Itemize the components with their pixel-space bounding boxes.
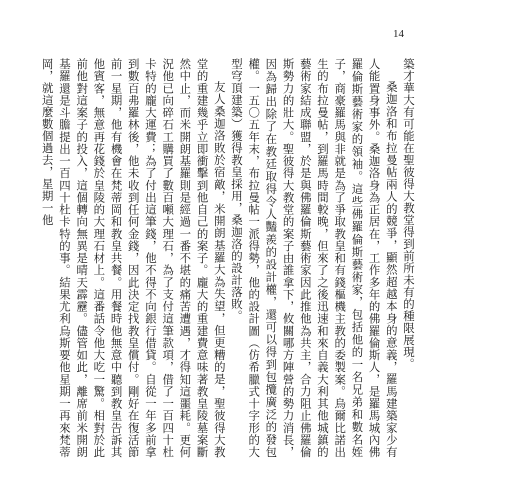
vertical-text-body <box>40 58 417 458</box>
paragraph-continued: 築才華大有可能在聖彼得大教堂得到前所未有的種限展現。 <box>402 58 416 370</box>
page-number: 14 <box>393 28 404 40</box>
paragraph: 友人桑迦洛敗於宿敵，米開朗基羅大為失望，但更糟的是，聖彼得大教堂的重建幾乎立即衝擊到他自己的案子。龐大的重建費意味著教皇陵墓案斷然中止，而米開朗基羅則是經過一番不堪的痛苦遭遇，才得知這噩耗。更何況他已向碎石工購買了數百噸大理石，為了支付這筆款項，借了一百四十杜卡特的龐大運費；為了付出這筆錢，他不得不向銀行借貸。自從一年多前拿到數百弗羅林後，他未收到任何金錢，因此決定找教皇償付。剛好在復活節前一星期，他有機會在梵蒂岡和教皇共餐。用餐時他無意中聽到教皇告訴其他賓客，無意再花錢於皇陵的大理石材上。這番話令他大吃一驚。相對於此前他對這案子的投入，這個轉向無異是晴天霹靂。儘管如此，離席前米開朗基羅還是斗膽提出一百四十杜卡特的事。結果尤利烏斯要他星期一再來梵蒂岡，就這麼數個過去，星期一他 <box>40 58 227 458</box>
paragraph: 桑迦洛和布拉曼帖兩人的競爭，顯然超越本身的意義，羅馬建築家少有人能置身事外。桑迦洛身為正居在，工作多年的佛羅倫斯人，是羅馬城內佛羅倫斯藝術家的領袖。這些佛羅倫斯藝術家，包括他的一名兄弟和數名姪子，商豪羅馬與非就是為了爭取教皇和有錢樞機主教的委製案。烏爾比諾出生的布拉曼帖，到羅馬時間較晚，但來了之後迅速和來自義大利其他城鎮的藝術家結成聯盟，於是與佛羅倫斯藝術家因此推他為共主，合力阻止佛羅倫斯勢力的壯大。聖彼得大教堂的案子由誰拿下，攸關哪方陣營的勢力消長，因為歸出除了在教廷取得令人豔羨的設計權，還可以得到包攬廣泛的發包權。一五〇五年末，布拉曼帖一派得勢，他的設計圖（仿希臘式十字形的大型穹頂建築）獲得教皇採用，桑迦洛的設計落敗。 <box>229 58 399 458</box>
